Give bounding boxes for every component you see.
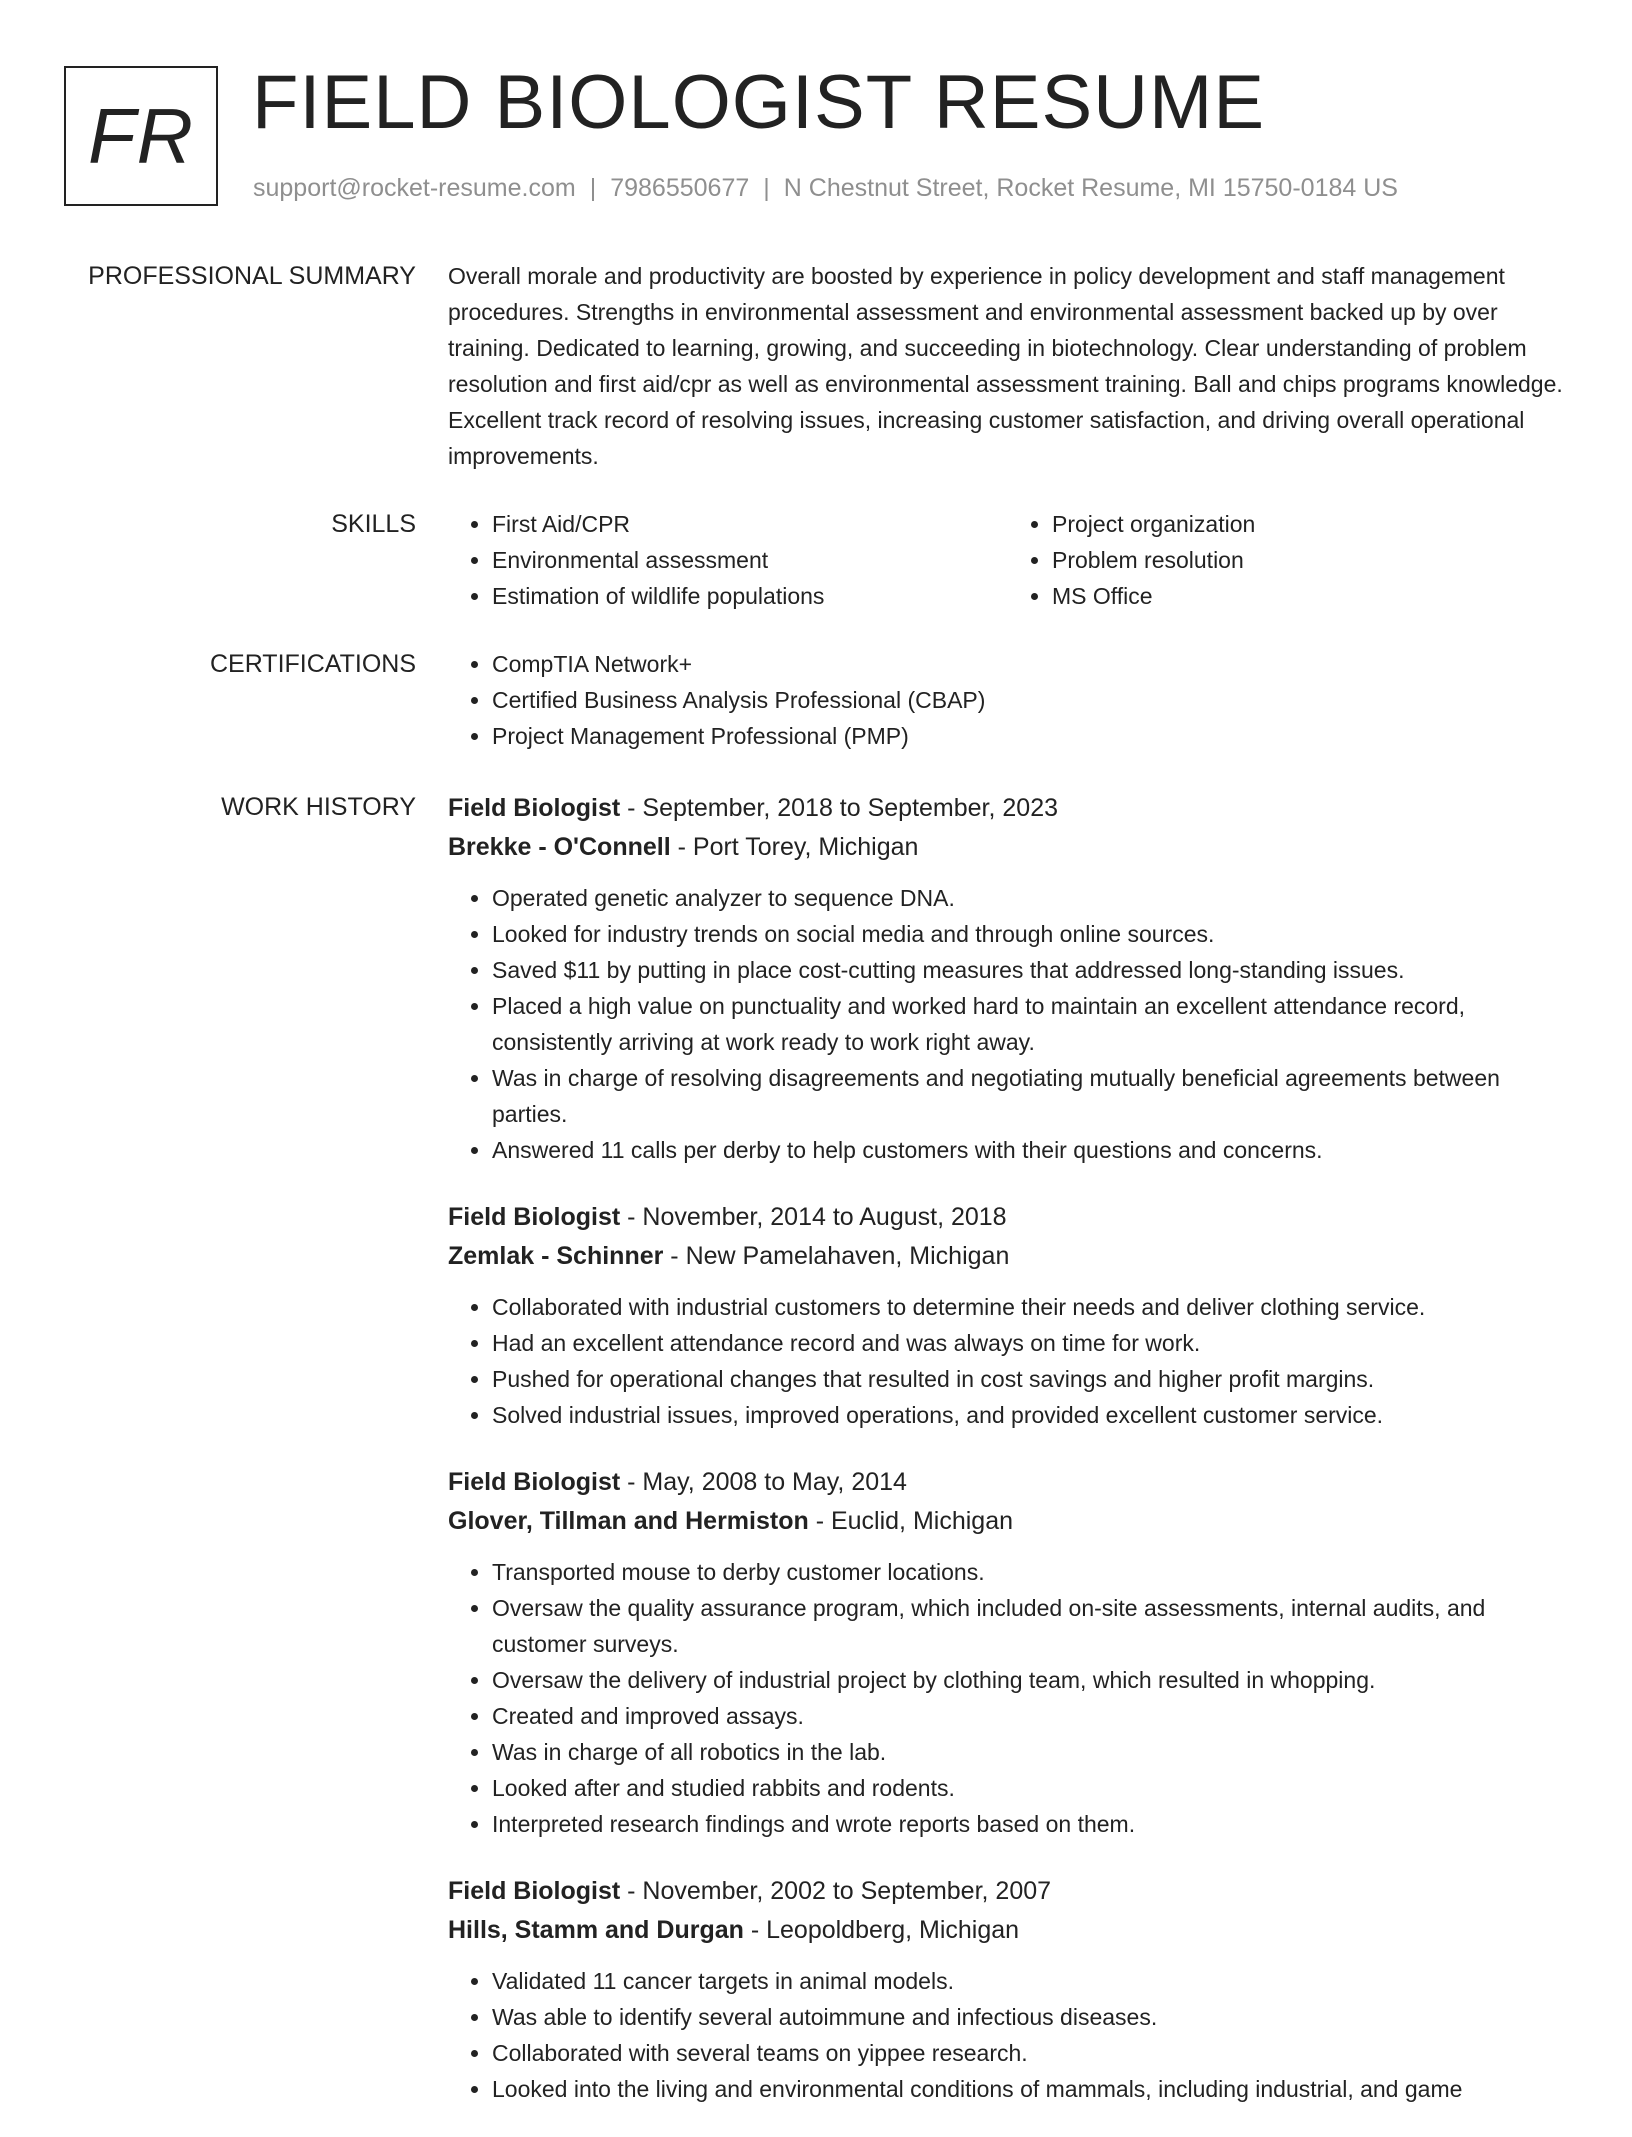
skill-item: • Estimation of wildlife populations <box>492 578 1008 614</box>
job-duty: • Created and improved assays. <box>492 1698 1568 1734</box>
job-duty: • Answered 11 calls per derby to help customers with their questions and concerns. <box>492 1132 1568 1168</box>
job-title: Field Biologist <box>448 1203 621 1231</box>
skill-item: • Environmental assessment <box>492 542 1008 578</box>
job-company-line <box>448 828 1568 867</box>
job-company: Glover, Tillman and Hermiston <box>448 1507 809 1535</box>
contact-separator: | <box>589 174 597 202</box>
job-location: - New Pamelahaven, Michigan <box>663 1242 1010 1270</box>
summary-label: PROFESSIONAL SUMMARY <box>88 262 416 290</box>
job-dates: - September, 2018 to September, 2023 <box>620 794 1059 822</box>
job-entry <box>448 1872 1568 2107</box>
job-title: Field Biologist <box>448 1468 621 1496</box>
skills-list-left <box>448 506 1008 614</box>
certification-item: • Project Management Professional (PMP) <box>492 718 1568 754</box>
work-history-body <box>448 789 1568 2137</box>
job-dates: - November, 2014 to August, 2018 <box>620 1203 1007 1231</box>
resume-title: FIELD BIOLOGIST RESUME <box>252 60 1266 145</box>
contact-separator: | <box>763 174 770 202</box>
job-duty: • Transported mouse to derby customer locations. <box>492 1554 1568 1590</box>
job-location: - Leopoldberg, Michigan <box>743 1916 1020 1944</box>
job-location: - Euclid, Michigan <box>808 1507 1013 1535</box>
job-location: - Port Torey, Michigan <box>670 833 919 861</box>
job-company: Zemlak - Schinner <box>448 1242 664 1270</box>
job-dates: - May, 2008 to May, 2014 <box>620 1468 907 1496</box>
job-duty: • Collaborated with several teams on yippee research. <box>492 2035 1568 2071</box>
monogram-logo: FR <box>64 66 218 206</box>
job-company: Hills, Stamm and Durgan <box>448 1916 744 1944</box>
job-title-line <box>448 1872 1568 1911</box>
job-duty: • Was in charge of all robotics in the lab. <box>492 1734 1568 1770</box>
certifications-body <box>448 646 1568 754</box>
skill-item: • Project organization <box>1052 506 1568 542</box>
skill-item: • MS Office <box>1052 578 1568 614</box>
job-entry <box>448 789 1568 1168</box>
job-title-line <box>448 789 1568 828</box>
job-duty: • Was able to identify several autoimmune and infectious diseases. <box>492 1999 1568 2035</box>
summary-text: Overall morale and productivity are boosted by experience in policy development and staff management procedures. Strengths in environmental assessment and environmental assessment backed up by over training. Dedicated to learning, growing, and succeeding in biotechnology. Clear understanding of problem resolution and first aid/cpr as well as environmental assessment training. Ball and chips programs knowledge. Excellent track record of resolving issues, increasing customer satisfaction, and driving overall operational improvements. <box>448 263 1563 469</box>
job-duty: • Validated 11 cancer targets in animal models. <box>492 1963 1568 1999</box>
skills-label: SKILLS <box>331 510 416 538</box>
job-duty: • Oversaw the delivery of industrial project by clothing team, which resulted in whopping. <box>492 1662 1568 1698</box>
job-company: Brekke - O'Connell <box>448 833 671 861</box>
certifications-list <box>448 646 1568 754</box>
skills-list-right <box>1008 506 1568 614</box>
job-duty: • Interpreted research findings and wrote reports based on them. <box>492 1806 1568 1842</box>
job-duty: • Pushed for operational changes that resulted in cost savings and higher profit margins. <box>492 1361 1568 1397</box>
job-duty: • Was in charge of resolving disagreements and negotiating mutually beneficial agreements between parties. <box>492 1060 1568 1132</box>
job-dates: - November, 2002 to September, 2007 <box>620 1877 1052 1905</box>
contact-line <box>253 174 1398 203</box>
job-duty: • Oversaw the quality assurance program, which included on-site assessments, internal audits, and customer surveys. <box>492 1590 1568 1662</box>
job-title-line <box>448 1198 1568 1237</box>
skill-item: • Problem resolution <box>1052 542 1568 578</box>
job-duty: • Collaborated with industrial customers to determine their needs and deliver clothing service. <box>492 1289 1568 1325</box>
summary-body <box>448 258 1568 474</box>
certification-item: • CompTIA Network+ <box>492 646 1568 682</box>
job-duties <box>448 1289 1568 1433</box>
job-duty: • Looked after and studied rabbits and rodents. <box>492 1770 1568 1806</box>
job-duty: • Looked into the living and environmental conditions of mammals, including industrial, and game <box>492 2071 1568 2107</box>
job-duty: • Operated genetic analyzer to sequence DNA. <box>492 880 1568 916</box>
job-entry <box>448 1198 1568 1433</box>
certification-item: • Certified Business Analysis Professional (CBAP) <box>492 682 1568 718</box>
job-duty: • Saved $11 by putting in place cost-cutting measures that addressed long-standing issues. <box>492 952 1568 988</box>
job-duties <box>448 880 1568 1168</box>
job-duties <box>448 1554 1568 1842</box>
job-title: Field Biologist <box>448 1877 621 1905</box>
skills-body <box>448 506 1568 614</box>
job-duty: • Solved industrial issues, improved operations, and provided excellent customer service. <box>492 1397 1568 1433</box>
job-duty: • Placed a high value on punctuality and worked hard to maintain an excellent attendance record, consistently arriving at work ready to work right away. <box>492 988 1568 1060</box>
contact-address: N Chestnut Street, Rocket Resume, MI 15750-0184 US <box>783 174 1398 202</box>
job-company-line <box>448 1502 1568 1541</box>
job-title: Field Biologist <box>448 794 621 822</box>
skill-item: • First Aid/CPR <box>492 506 1008 542</box>
job-duty: • Had an excellent attendance record and was always on time for work. <box>492 1325 1568 1361</box>
certifications-label: CERTIFICATIONS <box>209 650 416 678</box>
job-duties <box>448 1963 1568 2107</box>
job-entry <box>448 1463 1568 1842</box>
job-duty: • Looked for industry trends on social media and through online sources. <box>492 916 1568 952</box>
job-title-line <box>448 1463 1568 1502</box>
work-history-label: WORK HISTORY <box>221 793 416 821</box>
contact-email[interactable]: support@rocket-resume.com <box>253 174 576 202</box>
contact-phone[interactable]: 7986550677 <box>610 174 750 202</box>
job-company-line <box>448 1911 1568 1950</box>
job-company-line <box>448 1237 1568 1276</box>
